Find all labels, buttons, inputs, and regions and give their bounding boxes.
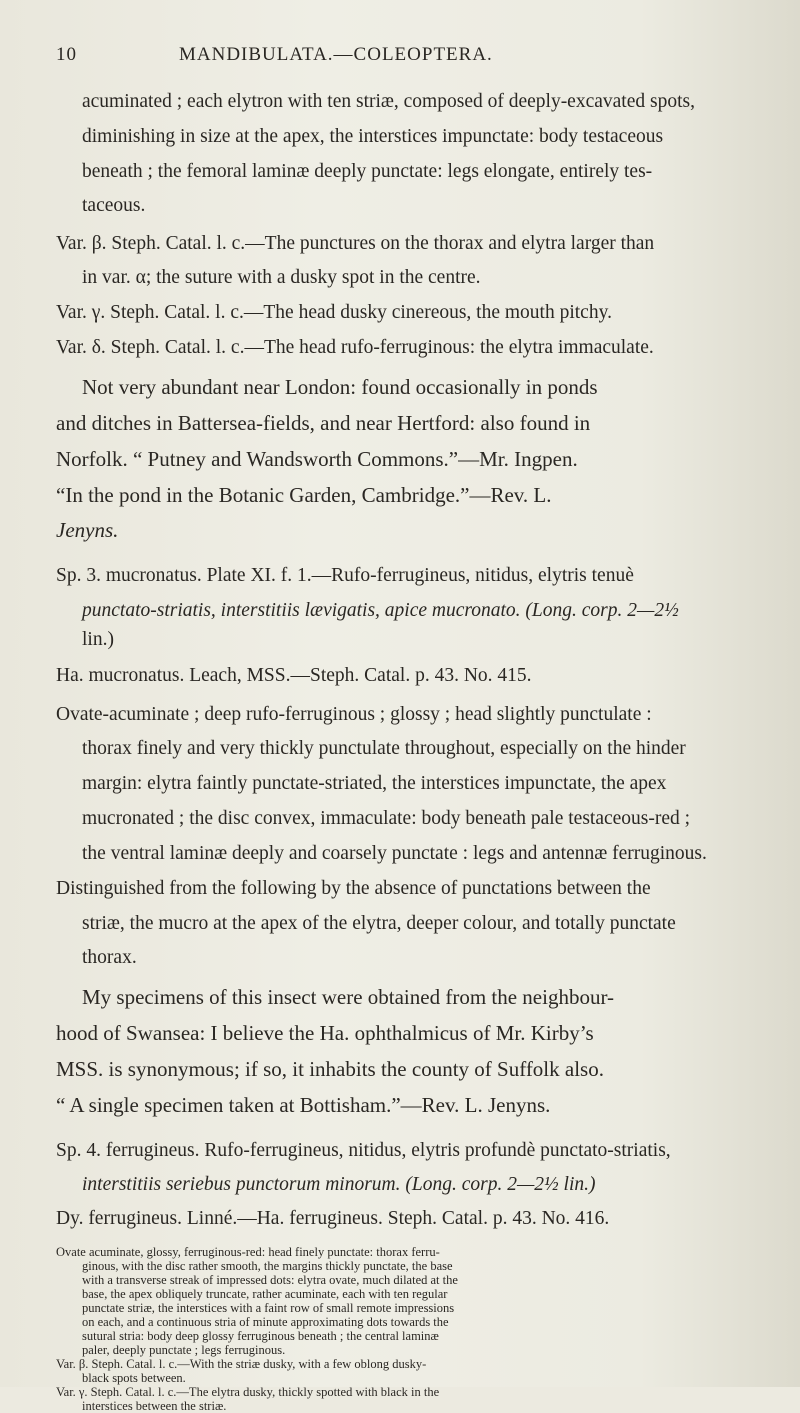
text-line: thorax.: [82, 947, 137, 968]
text-line: black spots between.: [82, 1371, 186, 1385]
text-line: with a transverse streak of impressed dots: elytra ovate, much dilated at the: [82, 1273, 458, 1287]
running-head: MANDIBULATA.—COLEOPTERA.: [179, 44, 493, 65]
synonym-line: Ha. mucronatus. Leach, MSS.—Steph. Catal. p. 43. No. 415.: [56, 665, 532, 686]
text-line: Var. γ. Steph. Catal. l. c.—The elytra dusky, thickly spotted with black in the: [56, 1385, 440, 1399]
text-line: MSS. is synonymous; if so, it inhabits the county of Suffolk also.: [56, 1057, 604, 1081]
text-line: lin.): [82, 629, 114, 650]
text-line: the ventral laminæ deeply and coarsely punctate : legs and antennæ ferruginous.: [82, 843, 707, 864]
variety-line: Var. δ. Steph. Catal. l. c.—The head rufo-ferruginous: the elytra immaculate.: [56, 337, 654, 358]
text-line: thorax finely and very thickly punctulate throughout, especially on the hinder: [82, 738, 686, 759]
text-line: ginous, with the disc rather smooth, the margins thickly punctate, the base: [82, 1259, 453, 1273]
page-header: [56, 44, 756, 74]
text-line: Jenyns.: [56, 518, 119, 542]
text-line: My specimens of this insect were obtained from the neighbour-: [82, 985, 615, 1009]
text-line: punctato-striatis, interstitiis lævigatis, apice mucronato. (Long. corp. 2—2½: [82, 600, 679, 621]
species-heading: Sp. 3. mucronatus. Plate XI. f. 1.—Rufo-ferrugineus, nitidus, elytris tenuè: [56, 565, 634, 586]
page-number: 10: [56, 44, 77, 65]
text-line: interstitiis seriebus punctorum minorum. (Long. corp. 2—2½ lin.): [82, 1174, 596, 1195]
text-line: acuminated ; each elytron with ten striæ, composed of deeply-excavated spots,: [82, 91, 695, 112]
text-line: Not very abundant near London: found occasionally in ponds: [82, 375, 598, 399]
text-line: and ditches in Battersea-fields, and near Hertford: also found in: [56, 411, 591, 435]
text-line: beneath ; the femoral laminæ deeply punctate: legs elongate, entirely tes-: [82, 161, 653, 182]
text-line: “In the pond in the Botanic Garden, Cambridge.”—Rev. L.: [56, 483, 552, 507]
text-line: on each, and a continuous stria of minute approximating dots towards the: [82, 1315, 449, 1329]
text-line: punctate striæ, the interstices with a faint row of small remote impressions: [82, 1301, 455, 1315]
text-line: diminishing in size at the apex, the interstices impunctate: body testaceous: [82, 126, 664, 147]
variety-line: Var. β. Steph. Catal. l. c.—The punctures on the thorax and elytra larger than: [56, 233, 655, 254]
variety-line: Var. γ. Steph. Catal. l. c.—The head dusky cinereous, the mouth pitchy.: [56, 302, 612, 323]
species-heading: Sp. 4. ferrugineus. Rufo-ferrugineus, nitidus, elytris profundè punctato-striatis,: [56, 1140, 671, 1161]
text-line: base, the apex obliquely truncate, rather acuminate, each with ten regular: [82, 1287, 448, 1301]
text-line: margin: elytra faintly punctate-striated, the interstices impunctate, the apex: [82, 773, 667, 794]
text-line: Norfolk. “ Putney and Wandsworth Commons.”—Mr. Ingpen.: [56, 447, 578, 471]
text-line: Var. β. Steph. Catal. l. c.—With the striæ dusky, with a few oblong dusky-: [56, 1357, 427, 1371]
text-line: Ovate-acuminate ; deep rufo-ferruginous ; glossy ; head slightly punctulate :: [56, 704, 652, 725]
text-line: paler, deeply punctate ; legs ferruginous.: [82, 1343, 286, 1357]
text-line: in var. α; the suture with a dusky spot in the centre.: [82, 267, 481, 288]
text-line: sutural stria: body deep glossy ferruginous beneath ; the central laminæ: [82, 1329, 439, 1343]
synonym-line: Dy. ferrugineus. Linné.—Ha. ferrugineus. Steph. Catal. p. 43. No. 416.: [56, 1208, 610, 1229]
text-line: striæ, the mucro at the apex of the elytra, deeper colour, and totally punctate: [82, 913, 676, 934]
text-line: interstices between the striæ.: [82, 1399, 227, 1413]
text-line: mucronated ; the disc convex, immaculate: body beneath pale testaceous-red ;: [82, 808, 691, 829]
text-line: Distinguished from the following by the absence of punctations between the: [56, 878, 651, 899]
text-line: “ A single specimen taken at Bottisham.”—Rev. L. Jenyns.: [56, 1093, 551, 1117]
text-line: taceous.: [82, 195, 146, 216]
text-line: hood of Swansea: I believe the Ha. ophthalmicus of Mr. Kirby’s: [56, 1021, 594, 1045]
text-line: Ovate acuminate, glossy, ferruginous-red: head finely punctate: thorax ferru-: [56, 1245, 440, 1259]
